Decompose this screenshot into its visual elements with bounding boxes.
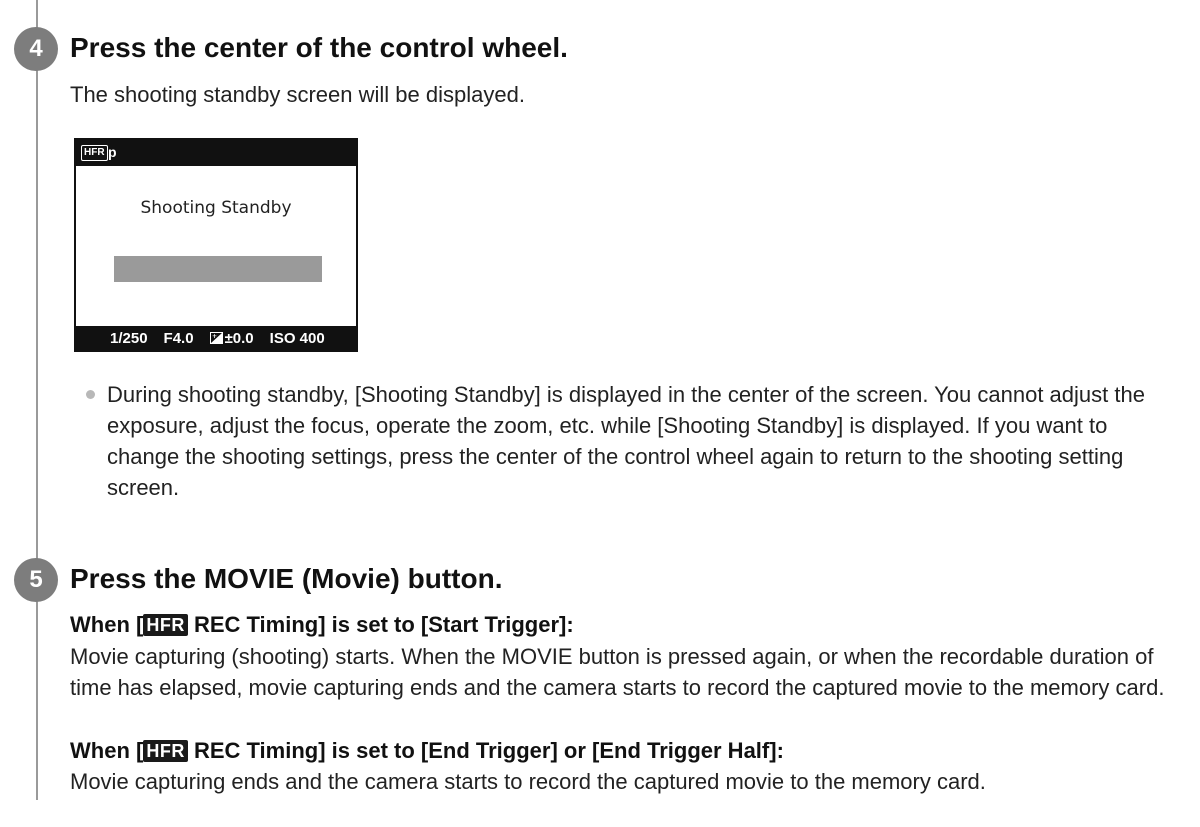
shutter-speed: 1/250 <box>110 329 148 347</box>
camera-screen-status-bar <box>76 326 356 350</box>
exposure-comp-value: ±0.0 <box>224 329 254 347</box>
case-body: Movie capturing ends and the camera starts to record the captured movie to the memory card. <box>70 769 986 794</box>
step-description: The shooting standby screen will be displayed. <box>70 82 525 107</box>
case-body: Movie capturing (shooting) starts. When the MOVIE button is pressed again, or when the recordable duration of time has elapsed, movie capturing ends and the camera starts to record the captured movie to the memory card. <box>70 644 1165 700</box>
aperture-value: F4.0 <box>163 329 194 347</box>
step-timeline-line <box>36 0 38 800</box>
hfr-icon: HFR <box>81 145 108 161</box>
case-heading-prefix: When [ <box>70 612 144 637</box>
step-title: Press the MOVIE (Movie) button. <box>70 563 503 594</box>
case-heading-suffix: REC Timing] is set to [Start Trigger]: <box>187 612 574 637</box>
case-heading-prefix: When [ <box>70 738 144 763</box>
svg-text:+: + <box>211 333 217 340</box>
step-number-badge: 4 <box>14 27 58 71</box>
case-heading-suffix: REC Timing] is set to [End Trigger] or [End Trigger Half]: <box>187 738 784 763</box>
case-heading <box>70 735 784 766</box>
standby-label: Shooting Standby <box>140 198 292 218</box>
hfr-icon: HFR <box>143 740 188 762</box>
bullet-dot-icon <box>86 390 95 399</box>
case-heading <box>70 609 574 640</box>
standby-note: During shooting standby, [Shooting Standby] is displayed in the center of the screen. You cannot adjust the exposure, adjust the focus, operate the zoom, etc. while [Shooting Standby] is displayed. If you want to change the shooting settings, press the center of the control wheel again to return to the shooting setting screen. <box>107 382 1145 500</box>
standby-bar <box>114 256 322 282</box>
hfr-icon: HFR <box>143 614 188 636</box>
exposure-comp <box>210 330 254 347</box>
camera-screen-illustration <box>74 138 358 352</box>
iso-value: ISO 400 <box>269 329 325 347</box>
camera-screen-top-bar <box>76 140 356 166</box>
exposure-comp-icon <box>210 332 223 344</box>
step-title: Press the center of the control wheel. <box>70 32 568 63</box>
step-number-badge: 5 <box>14 558 58 602</box>
mode-indicator: p <box>108 144 117 160</box>
